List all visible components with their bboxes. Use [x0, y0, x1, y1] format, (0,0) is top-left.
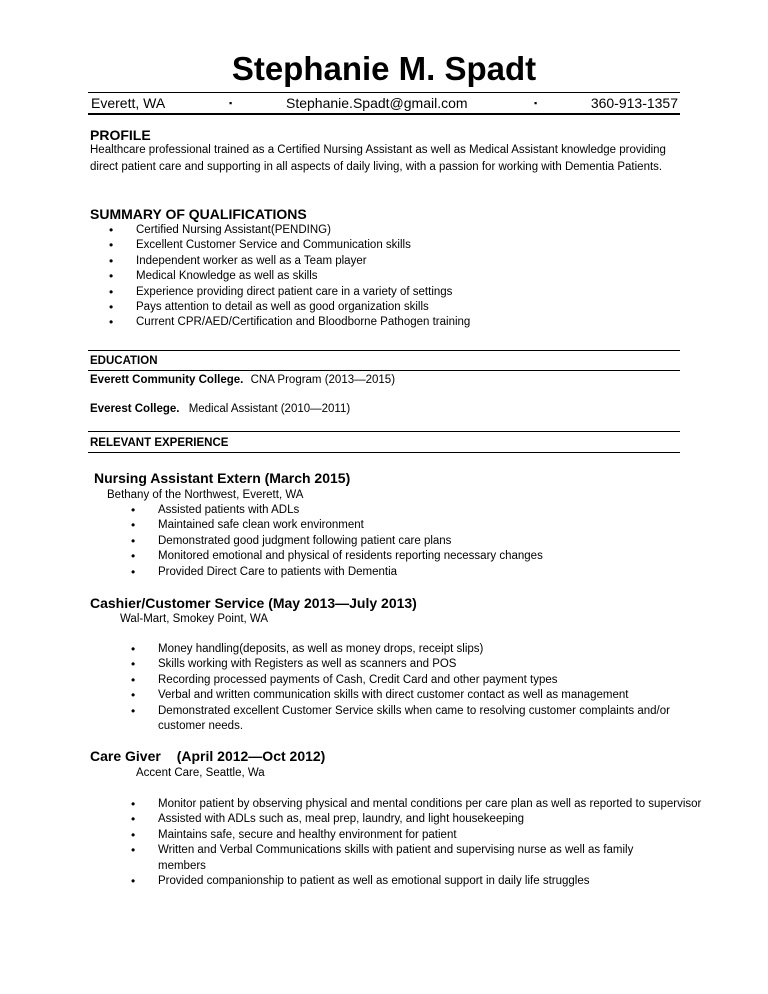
separator-icon: ▪	[534, 98, 538, 108]
list-item: • Monitor patient by observing physical and mental conditions per care plan as well as reported to supervisor	[158, 797, 718, 812]
list-item: • Independent worker as well as a Team player	[136, 254, 470, 269]
list-item: • Certified Nursing Assistant(PENDING)	[136, 223, 470, 238]
contact-bar	[88, 92, 680, 114]
job-title: Nursing Assistant Extern (March 2015)	[94, 470, 351, 486]
list-item: • Verbal and written communication skills with direct customer contact as well as management	[158, 688, 718, 703]
job-place: Accent Care, Seattle, Wa	[136, 767, 265, 779]
divider	[88, 370, 680, 371]
contact-phone: 360-913-1357	[590, 95, 678, 111]
list-item: • Demonstrated good judgment following patient care plans	[158, 534, 543, 549]
school-name: Everest College.	[90, 403, 180, 415]
list-item: • Recording processed payments of Cash, Credit Card and other payment types	[158, 673, 718, 688]
job-title-line	[90, 748, 325, 764]
job-title: Care Giver	[90, 748, 161, 764]
job-title: Cashier/Customer Service (May 2013—July 2013)	[90, 595, 417, 611]
list-item: • Medical Knowledge as well as skills	[136, 269, 470, 284]
list-item: • Current CPR/AED/Certification and Bloodborne Pathogen training	[136, 315, 470, 330]
job-place: Wal-Mart, Smokey Point, WA	[120, 613, 269, 625]
list-item: • Monitored emotional and physical of residents reporting necessary changes	[158, 549, 543, 564]
list-item: • Excellent Customer Service and Communication skills	[136, 238, 470, 253]
resume-name: Stephanie M. Spadt	[231, 50, 537, 87]
contact-email: Stephanie.Spadt@gmail.com	[286, 95, 468, 111]
job-dates: (April 2012—Oct 2012)	[176, 748, 326, 764]
summary-list	[136, 223, 470, 331]
school-name: Everett Community College.	[90, 374, 244, 386]
profile-text: Healthcare professional trained as a Certified Nursing Assistant as well as Medical Assistant knowledge providing direct patient care and supporting in all aspects of daily living, with a passion for working with Dementia Patients.	[90, 144, 666, 173]
list-item: • Demonstrated excellent Customer Service skills when came to resolving customer complaints and/or customer needs.	[158, 704, 718, 735]
list-item: • Skills working with Registers as well as scanners and POS	[158, 657, 718, 672]
divider	[88, 452, 680, 453]
job-place: Bethany of the Northwest, Everett, WA	[107, 489, 304, 501]
summary-heading: SUMMARY OF QUALIFICATIONS	[90, 206, 307, 222]
profile-heading: PROFILE	[90, 127, 151, 143]
divider	[88, 431, 680, 432]
list-item: • Experience providing direct patient care in a variety of settings	[136, 285, 470, 300]
list-item: • Written and Verbal Communications skills with patient and supervising nurse as well as family members	[158, 843, 658, 874]
program-detail: Medical Assistant (2010—2011)	[188, 403, 351, 415]
program-detail: CNA Program (2013—2015)	[250, 374, 396, 386]
contact-bar-rule	[88, 113, 680, 115]
list-item: • Money handling(deposits, as well as money drops, receipt slips)	[158, 642, 718, 657]
list-item: • Provided companionship to patient as well as emotional support in daily life struggles	[158, 874, 718, 889]
list-item: • Assisted with ADLs such as, meal prep, laundry, and light housekeeping	[158, 812, 718, 827]
list-item: • Maintained safe clean work environment	[158, 518, 543, 533]
job-duties	[158, 642, 718, 734]
list-item: • Maintains safe, secure and healthy environment for patient	[158, 828, 718, 843]
list-item: • Provided Direct Care to patients with Dementia	[158, 565, 543, 580]
education-heading: EDUCATION	[90, 355, 158, 367]
job-duties	[158, 503, 543, 580]
separator-icon: ▪	[229, 98, 233, 108]
education-entry	[90, 402, 350, 416]
experience-heading: RELEVANT EXPERIENCE	[90, 437, 229, 449]
list-item: • Assisted patients with ADLs	[158, 503, 543, 518]
divider	[88, 350, 680, 351]
contact-city: Everett, WA	[91, 95, 166, 111]
list-item: • Pays attention to detail as well as good organization skills	[136, 300, 470, 315]
job-duties	[158, 797, 718, 889]
education-entry	[90, 373, 395, 387]
